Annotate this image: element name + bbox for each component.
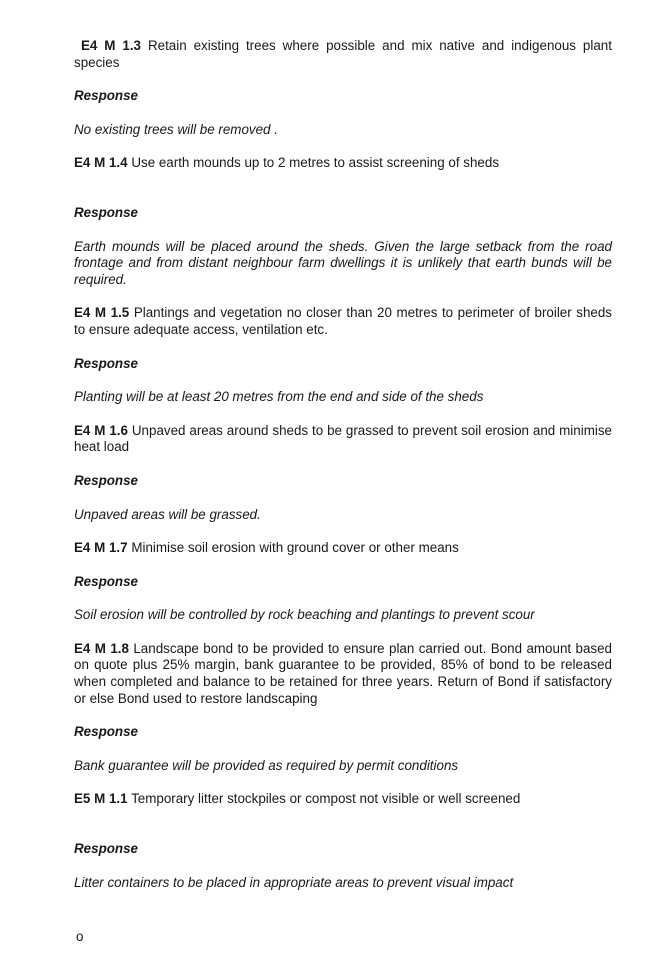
requirement-code: E5 M 1.1: [74, 791, 128, 807]
requirement-code: E4 M 1.5: [74, 305, 130, 321]
requirement-block: [74, 38, 612, 155]
response-heading: Response: [74, 724, 138, 740]
requirement-block: [74, 791, 612, 891]
requirement-block: [74, 540, 612, 641]
requirement-code: E4 M 1.8: [74, 640, 129, 656]
response-text: Litter containers to be placed in appropriate areas to prevent visual impact: [74, 874, 514, 890]
page-footer-mark: o: [76, 929, 84, 944]
response-heading: Response: [74, 355, 138, 371]
requirement: [74, 38, 612, 71]
requirement-block: [74, 305, 612, 422]
requirement-text: Use earth mounds up to 2 metres to assist screening of sheds: [131, 155, 500, 171]
requirement-code: E4 M 1.3: [80, 38, 141, 53]
response-heading: Response: [74, 472, 138, 488]
requirement: [74, 305, 612, 338]
requirement-text: Retain existing trees where possible and mix native and indigenous plant species: [74, 38, 612, 70]
requirement-code: E4 M 1.4: [74, 155, 128, 171]
requirement-block: [74, 155, 612, 305]
requirement: [74, 423, 612, 456]
requirement: [74, 791, 612, 808]
response-text: No existing trees will be removed .: [74, 121, 278, 137]
response-heading: Response: [74, 88, 138, 104]
response-heading: Response: [74, 204, 138, 220]
requirement: [74, 641, 612, 707]
response-text: Soil erosion will be controlled by rock beaching and plantings to prevent scour: [74, 607, 535, 623]
response-text: Earth mounds will be placed around the sheds. Given the large setback from the road frontage and from distant neighbour farm dwellings it is unlikely that earth bunds will be required.: [74, 238, 612, 287]
requirement: [74, 540, 612, 557]
response-text: Unpaved areas will be grassed.: [74, 506, 261, 522]
requirement-text: Landscape bond to be provided to ensure plan carried out. Bond amount based on quote plus 25% margin, bank guarantee to be provided, 85% of bond to be released when completed and balance to be retained for three years. Return of Bond if satisfactory or else Bond used to restore landscaping: [74, 640, 612, 706]
response-heading: Response: [74, 573, 138, 589]
requirement-code: E4 M 1.7: [74, 540, 128, 556]
requirement-block: [74, 641, 612, 792]
response-heading: Response: [74, 841, 138, 857]
requirement-text: Temporary litter stockpiles or compost not visible or well screened: [131, 791, 521, 807]
response-text: Bank guarantee will be provided as required by permit conditions: [74, 757, 459, 773]
requirement: [74, 155, 612, 172]
requirement-block: [74, 423, 612, 540]
requirement-text: Plantings and vegetation no closer than 20 metres to perimeter of broiler sheds to ensure adequate access, ventilation etc.: [74, 305, 612, 337]
requirement-code: E4 M 1.6: [74, 422, 128, 438]
requirement-text: Minimise soil erosion with ground cover or other means: [131, 540, 459, 556]
requirement-text: Unpaved areas around sheds to be grassed to prevent soil erosion and minimise heat load: [74, 422, 612, 455]
response-text: Planting will be at least 20 metres from the end and side of the sheds: [74, 389, 484, 405]
document-body: [74, 38, 612, 891]
